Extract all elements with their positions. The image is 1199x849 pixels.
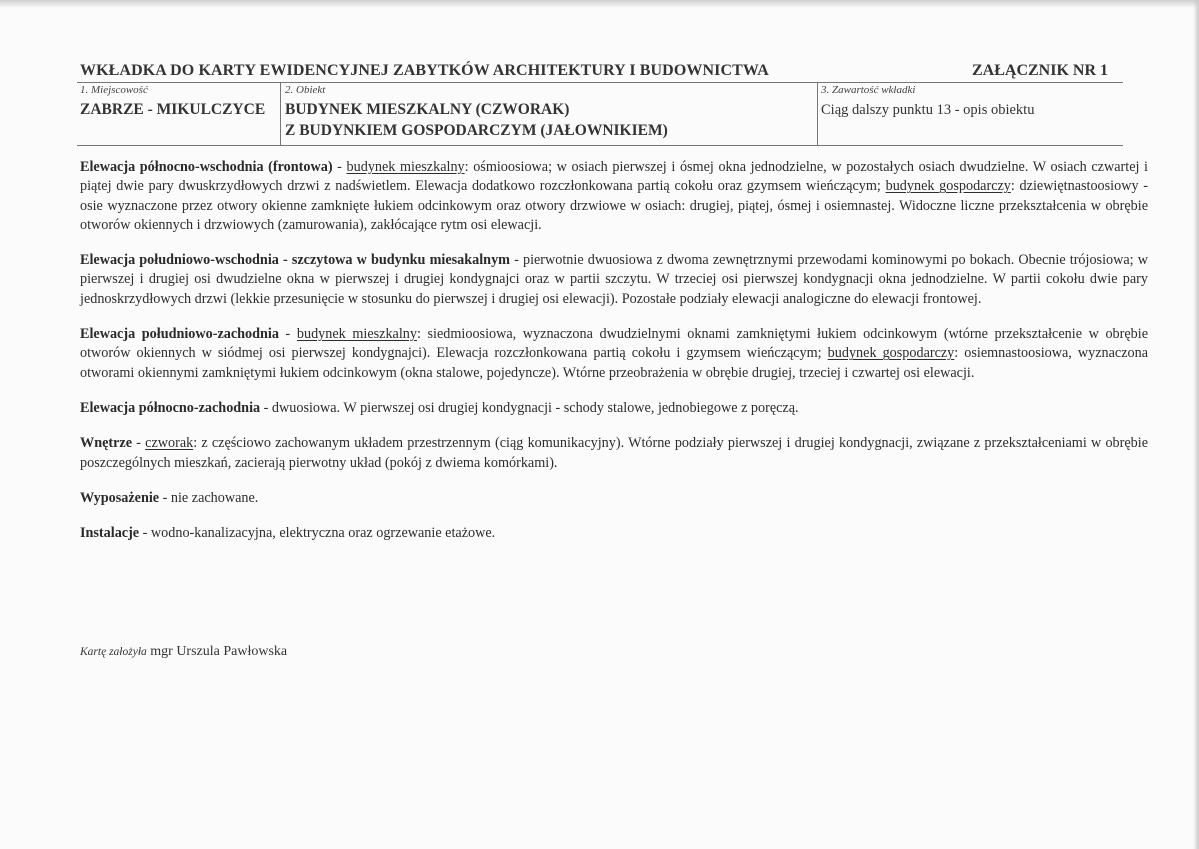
signature-line xyxy=(80,644,287,660)
section-heading: Elewacja południowo-zachodnia xyxy=(80,326,279,343)
section-northwest: Elewacja północno-zachodnia - dwuosiowa. W pierwszej osi drugiej kondygnacji - schody stalowe, jednobiegowe z poręczą. xyxy=(80,399,799,416)
term-czworak: czworak xyxy=(145,435,194,452)
object-value-line1: BUDYNEK MIESZKALNY (CZWORAK) xyxy=(285,101,570,118)
locality-value: ZABRZE - MIKULCZYCE xyxy=(80,101,266,118)
object-label: 2. Obiekt xyxy=(285,84,326,96)
term-residential: budynek mieszkalny xyxy=(296,326,417,343)
term-utility: budynek gospodarczy xyxy=(885,178,1011,195)
signature-name: mgr Urszula Pawłowska xyxy=(146,644,288,659)
locality-label: 1. Miejscowość xyxy=(80,84,148,96)
section-southwest: Elewacja południowo-zachodnia - budynek mieszkalny: siedmioosiowa, wyznaczona dwudzielnymi oknami zamkniętymi łukiem odcinkowym (wtórne przekształcenie w obrębie otworów okiennych w siódmej osi pierwszej kondygnajci). Elewacja rozczłonkowana partią cokołu i gzymsem wieńczącym; budynek gospodarczy: osiemnastoosiowa, wyznaczona otworami okiennymi zamkniętymi łukiem odcinkowym (okna stalowe, pojedyncze). Wtórne przeobrażenia w obrębie drugiej, trzeciej i czwartej osi elewacji. xyxy=(80,326,1148,381)
annex-number: ZAŁĄCZNIK NR 1 xyxy=(972,62,1109,79)
section-heading: Elewacja północno-wschodnia (frontowa) xyxy=(80,159,333,175)
term-residential: budynek mieszkalny xyxy=(346,159,465,175)
content-label: 3. Zawartość wkładki xyxy=(821,84,916,96)
section-heading: Elewacja południowo-wschodnia - szczytowa w budynku miesakalnym xyxy=(80,252,510,269)
section-southeast: Elewacja południowo-wschodnia - szczytowa w budynku miesakalnym - pierwotnie dwuosiowa z dwoma zewnętrznymi przewodami kominowymi po bokach. Obecnie trójosiowa; w pierwszej i drugiej osi dwudzielne okna w pierwszej i drugiej kondygnajci oraz w partii szczytu. W trzeciej osi pierwszej kondygnacji okna jednodzielne. W partii cokołu dwie pary jednoskrzydłowych drzwi (lekkie przesunięcie w stosunku do pierwszej i drugiej osi elewacji). Pozostałe podziały elewacji analogiczne do elewacji frontowej. xyxy=(80,252,1148,307)
term-utility: budynek gospodarczy xyxy=(827,345,955,362)
section-heading: Wyposażenie xyxy=(80,489,160,506)
table-top-rule xyxy=(77,82,1123,83)
section-heading: Elewacja północno-zachodnia xyxy=(80,399,261,416)
object-value-line2: Z BUDYNKIEM GOSPODARCZYM (JAŁOWNIKIEM) xyxy=(285,122,668,139)
section-interior: Wnętrze - czworak: z częściowo zachowanym układem przestrzennym (ciąg komunikacyjny). Wtórne podziały pierwszej i drugiej kondygnacji, związane z przekształceniami w obrębie poszczególnych mieszkań, zacierają pierwotny układ (pokój z dwiema komórkami). xyxy=(80,435,1148,471)
table-divider-1 xyxy=(280,83,281,145)
table-bottom-rule xyxy=(77,145,1123,146)
scan-edge-top xyxy=(0,0,1199,8)
scan-edge-right xyxy=(1193,0,1199,849)
document-title: WKŁADKA DO KARTY EWIDENCYJNEJ ZABYTKÓW ARCHITEKTURY I BUDOWNICTWA xyxy=(80,62,769,79)
signature-lead: Kartę założyła xyxy=(80,646,147,658)
section-heading: Wnętrze xyxy=(80,435,132,452)
section-equipment: Wyposażenie - nie zachowane. xyxy=(80,489,259,506)
section-heading: Instalacje xyxy=(80,525,140,542)
table-divider-2 xyxy=(817,83,818,145)
section-northeast: Elewacja północno-wschodnia (frontowa) - budynek mieszkalny: ośmioosiowa; w osiach pierwszej i ósmej okna jednodzielne, w pozostałych osiach dwudzielne. W osiach czwartej i piątej dwie pary dwuskrzydłowych drzwi z nadświetlem. Elewacja dodatkowo rozczłonkowana partią cokołu oraz gzymsem wieńczącym; budynek gospodarczy: dziewiętnastoosiowy - osie wyznaczone przez otwory okienne zamknięte łukiem odcinkowym oraz otwory drzwiowe w osiach: drugiej, piątej, ósmej i osiemnastej. Widoczne liczne przekształcenia w obrębie otworów okiennych i drzwiowych (zamurowania), zakłócające rytm osi elewacji. xyxy=(80,159,1149,233)
content-value: Ciąg dalszy punktu 13 - opis obiektu xyxy=(821,102,1035,118)
description-body xyxy=(80,158,1148,559)
section-installations: Instalacje - wodno-kanalizacyjna, elektryczna oraz ogrzewanie etażowe. xyxy=(80,525,496,542)
